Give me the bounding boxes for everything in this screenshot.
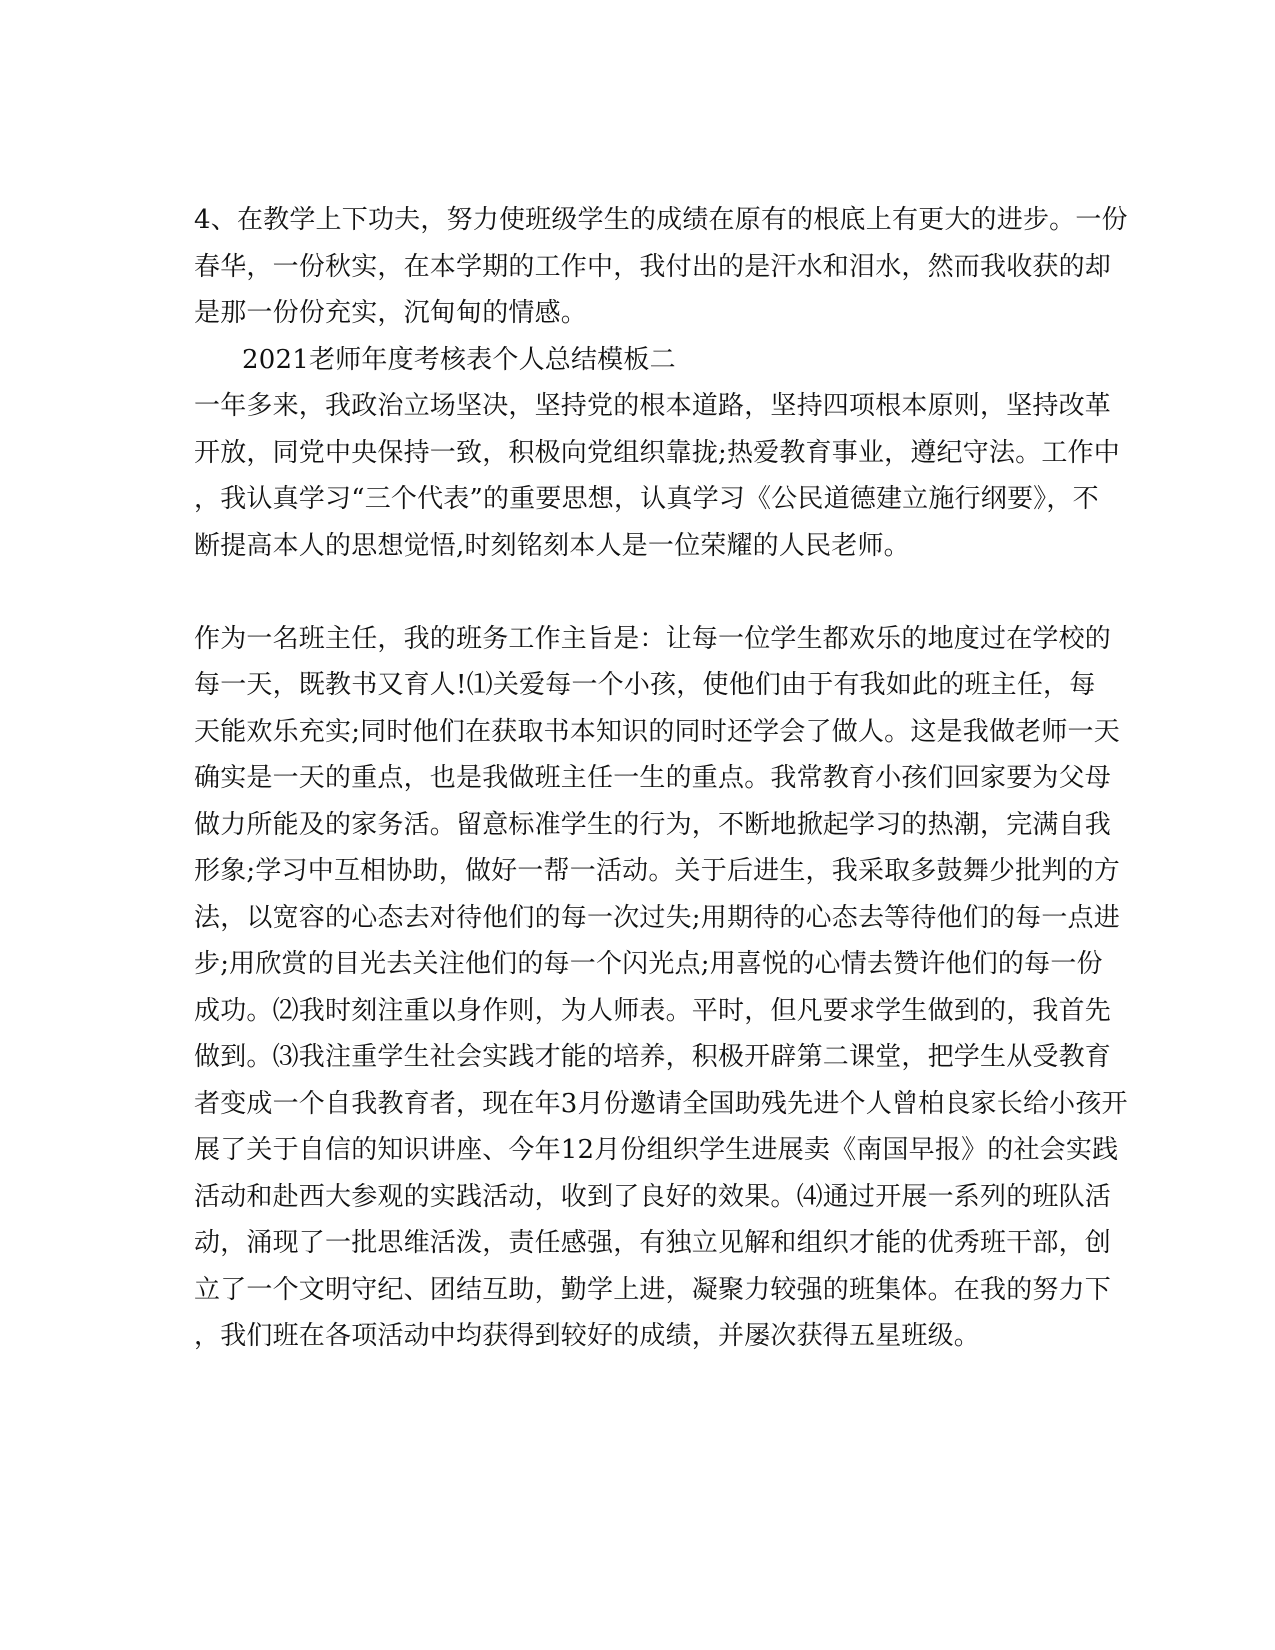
paragraph-line: 一年多来，我政治立场坚决，坚持党的根本道路，坚持四项根本原则，坚持改革 [194, 391, 1112, 421]
paragraph-line: 每一天，既教书又育人!⑴关爱每一个小孩，使他们由于有我如此的班主任，每 [194, 670, 1096, 700]
paragraph-line: 立了一个文明守纪、团结互助，勤学上进，凝聚力较强的班集体。在我的努力下 [194, 1275, 1112, 1305]
paragraph-line: 成功。⑵我时刻注重以身作则，为人师表。平时，但凡要求学生做到的，我首先 [194, 996, 1112, 1026]
section-heading: 2021老师年度考核表个人总结模板二 [242, 345, 676, 375]
paragraph-line: ，我认真学习“三个代表”的重要思想，认真学习《公民道德建立施行纲要》，不 [194, 484, 1099, 514]
paragraph-line: 开放，同党中央保持一致，积极向党组织靠拢;热爱教育事业，遵纪守法。工作中 [194, 438, 1120, 468]
paragraph-line: 做力所能及的家务活。留意标准学生的行为，不断地掀起学习的热潮，完满自我 [194, 810, 1112, 840]
paragraph-line: 确实是一天的重点，也是我做班主任一生的重点。我常教育小孩们回家要为父母 [194, 763, 1112, 793]
paragraph-line: 做到。⑶我注重学生社会实践才能的培养，积极开辟第二课堂，把学生从受教育 [194, 1042, 1112, 1072]
paragraph-line: 展了关于自信的知识讲座、今年12月份组织学生进展卖《南国早报》的社会实践 [194, 1135, 1119, 1165]
paragraph-line: 步;用欣赏的目光去关注他们的每一个闪光点;用喜悦的心情去赞许他们的每一份 [194, 949, 1103, 979]
paragraph-line: 法，以宽容的心态去对待他们的每一次过失;用期待的心态去等待他们的每一点进 [194, 903, 1120, 933]
paragraph-line: 动，涌现了一批思维活泼，责任感强，有独立见解和组织才能的优秀班干部，创 [194, 1228, 1112, 1258]
paragraph-line: 天能欢乐充实;同时他们在获取书本知识的同时还学会了做人。这是我做老师一天 [194, 717, 1120, 747]
paragraph-line: 断提高本人的思想觉悟,时刻铭刻本人是一位荣耀的人民老师。 [194, 531, 910, 561]
paragraph-line: 是那一份份充实，沉甸甸的情感。 [194, 298, 588, 328]
paragraph-line: 4、在教学上下功夫，努力使班级学生的成绩在原有的根底上有更大的进步。一份 [194, 205, 1128, 235]
paragraph-line: 形象;学习中互相协助，做好一帮一活动。关于后进生，我采取多鼓舞少批判的方 [194, 856, 1120, 886]
paragraph-line: ，我们班在各项活动中均获得到较好的成绩，并屡次获得五星班级。 [194, 1321, 981, 1351]
paragraph-line: 活动和赴西大参观的实践活动，收到了良好的效果。⑷通过开展一系列的班队活 [194, 1182, 1112, 1212]
paragraph-line: 春华，一份秋实，在本学期的工作中，我付出的是汗水和泪水，然而我收获的却 [194, 252, 1112, 282]
paragraph-line: 者变成一个自我教育者，现在年3月份邀请全国助残先进个人曾柏良家长给小孩开 [194, 1089, 1128, 1119]
paragraph-line: 作为一名班主任，我的班务工作主旨是：让每一位学生都欢乐的地度过在学校的 [194, 624, 1112, 654]
